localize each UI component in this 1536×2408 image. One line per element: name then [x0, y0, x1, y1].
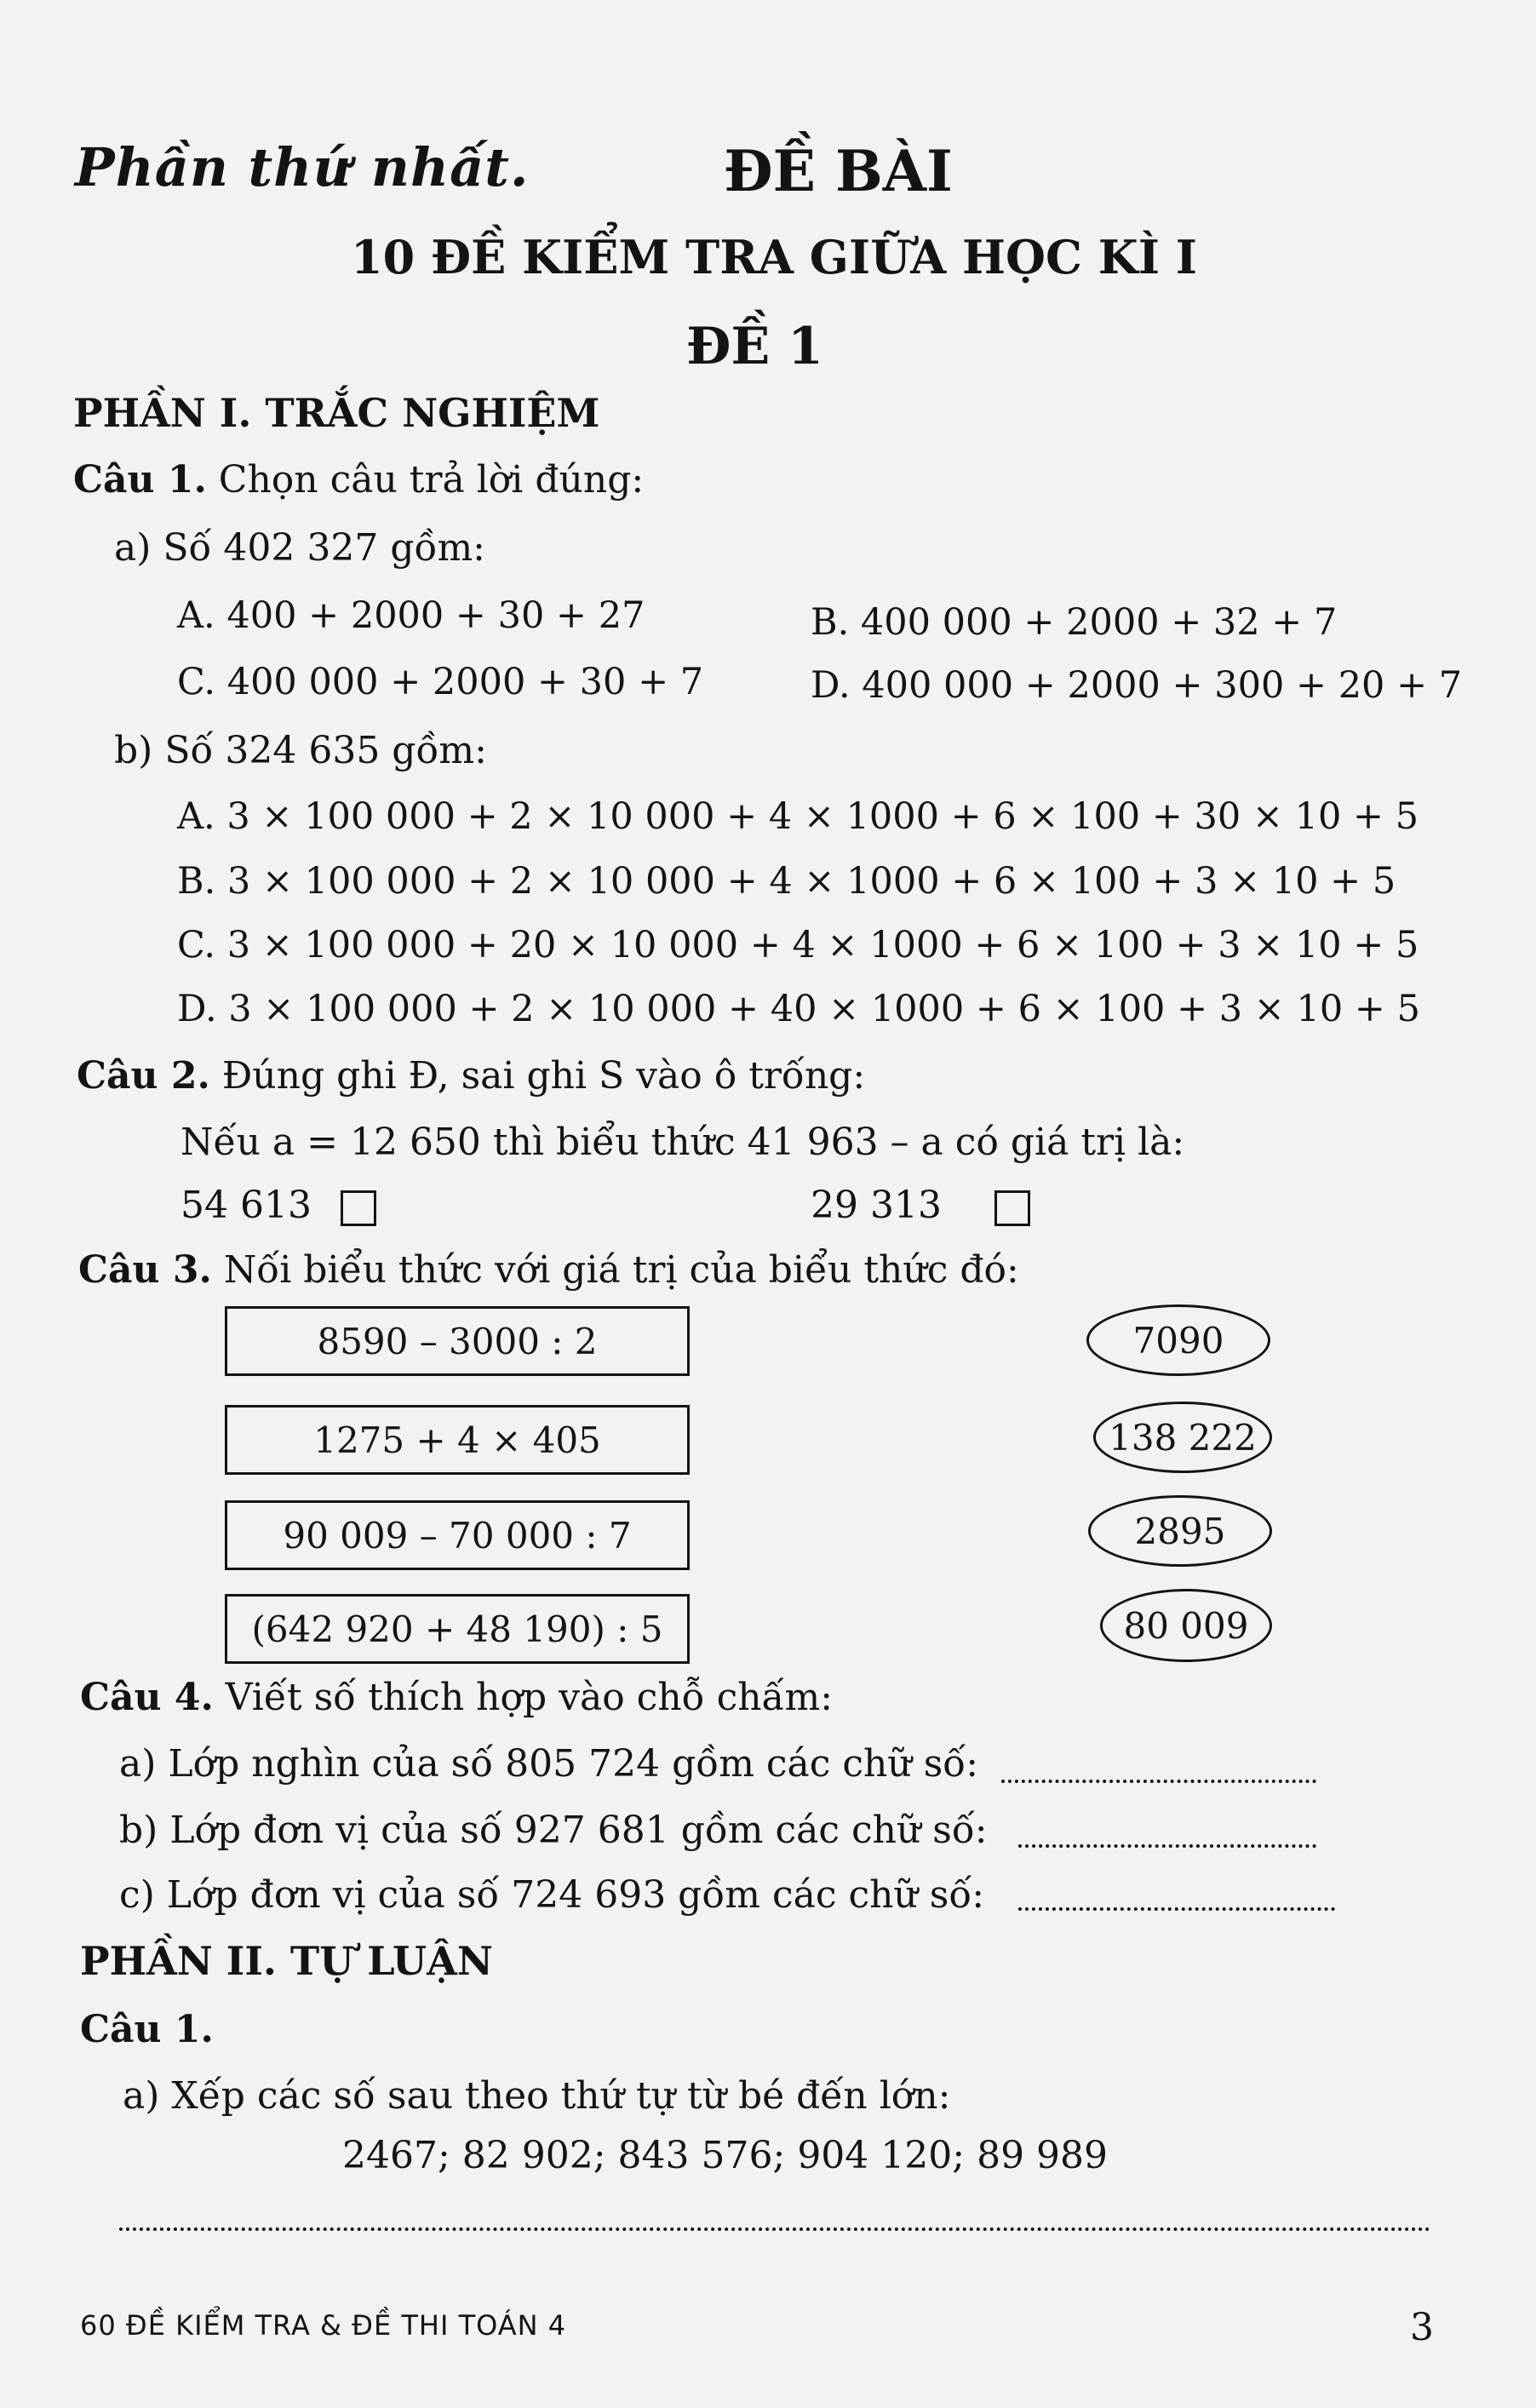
q1b-option-b: B. 3 × 100 000 + 2 × 10 000 + 4 × 1000 + 6 × 100 + 3 × 10 + 5	[177, 860, 1396, 903]
part2-q1-label-text: Câu 1.	[80, 2008, 214, 2051]
q2-answer-box-2[interactable]	[994, 1190, 1030, 1226]
q2-heading	[77, 1054, 865, 1098]
q4-answer-line-c[interactable]	[1018, 1907, 1335, 1911]
q2-choice-2: 29 313	[811, 1184, 942, 1227]
q1-label: Câu 1.	[73, 458, 207, 502]
q3-text: Nối biểu thức với giá trị của biểu thức đó:	[223, 1248, 1019, 1292]
q1a-option-b: B. 400 000 + 2000 + 32 + 7	[811, 601, 1338, 644]
subtitle: 10 ĐỀ KIỂM TRA GIỮA HỌC KÌ I	[351, 230, 1198, 284]
q4-label: Câu 4.	[80, 1676, 214, 1719]
q1b-option-c: C. 3 × 100 000 + 20 × 10 000 + 4 × 1000 + 6 × 100 + 3 × 10 + 5	[177, 924, 1419, 966]
q3-value-4[interactable]: 80 009	[1100, 1589, 1272, 1662]
q1-heading	[73, 458, 644, 502]
q2-answer-box-1[interactable]	[341, 1190, 376, 1226]
q2-choice-1: 54 613	[181, 1184, 312, 1227]
q3-value-3[interactable]: 2895	[1088, 1495, 1272, 1567]
q1b-option-d: D. 3 × 100 000 + 2 × 10 000 + 40 × 1000 + 6 × 100 + 3 × 10 + 5	[177, 988, 1420, 1030]
q2-label: Câu 2.	[77, 1054, 210, 1098]
q1a-option-d: D. 400 000 + 2000 + 300 + 20 + 7	[811, 664, 1463, 707]
footer-book-title: 60 ĐỀ KIỂM TRA & ĐỀ THI TOÁN 4	[80, 2309, 567, 2342]
q1b-prompt: b) Số 324 635 gồm:	[114, 729, 487, 772]
q4-item-b: b) Lớp đơn vị của số 927 681 gồm các chữ số:	[119, 1809, 988, 1852]
q3-expression-3[interactable]: 90 009 – 70 000 : 7	[225, 1500, 690, 1570]
q3-heading	[78, 1248, 1019, 1292]
q4-answer-line-a[interactable]	[1001, 1780, 1316, 1783]
q4-heading	[80, 1676, 833, 1719]
q4-answer-line-b[interactable]	[1018, 1844, 1316, 1848]
part2-q1a-answer-line[interactable]	[119, 2227, 1430, 2231]
q1-text: Chọn câu trả lời đúng:	[218, 458, 645, 502]
part2-q1a-prompt: a) Xếp các số sau theo thứ tự từ bé đến lớn:	[123, 2074, 951, 2118]
q3-expression-4[interactable]: (642 920 + 48 190) : 5	[225, 1594, 690, 1664]
q2-text: Đúng ghi Đ, sai ghi S vào ô trống:	[221, 1054, 866, 1098]
q3-label: Câu 3.	[78, 1248, 212, 1292]
q1a-prompt: a) Số 402 327 gồm:	[114, 526, 486, 570]
q1b-option-a: A. 3 × 100 000 + 2 × 10 000 + 4 × 1000 + 6 × 100 + 30 × 10 + 5	[177, 795, 1419, 838]
page-number: 3	[1410, 2306, 1434, 2349]
q3-expression-2[interactable]: 1275 + 4 × 405	[225, 1405, 690, 1475]
q1a-option-c: C. 400 000 + 2000 + 30 + 7	[177, 661, 704, 703]
q3-expression-1[interactable]: 8590 – 3000 : 2	[225, 1306, 690, 1376]
part1-heading: PHẦN I. TRẮC NGHIỆM	[73, 390, 600, 436]
q4-item-a: a) Lớp nghìn của số 805 724 gồm các chữ số:	[119, 1742, 979, 1786]
part2-heading: PHẦN II. TỰ LUẬN	[80, 1938, 493, 1984]
exam-number: ĐỀ 1	[686, 317, 823, 376]
q3-value-1[interactable]: 7090	[1086, 1304, 1270, 1376]
q3-value-2[interactable]: 138 222	[1093, 1402, 1272, 1473]
q2-statement: Nếu a = 12 650 thì biểu thức 41 963 – a có giá trị là:	[181, 1121, 1185, 1164]
q4-item-c: c) Lớp đơn vị của số 724 693 gồm các chữ số:	[119, 1873, 985, 1917]
part-label: Phần thứ nhất.	[75, 136, 530, 198]
part2-q1a-numbers: 2467; 82 902; 843 576; 904 120; 89 989	[342, 2134, 1109, 2177]
q1a-option-a: A. 400 + 2000 + 30 + 27	[177, 594, 645, 637]
q4-text: Viết số thích hợp vào chỗ chấm:	[225, 1676, 834, 1719]
part2-q1-label	[80, 2008, 214, 2051]
page-title: ĐỀ BÀI	[724, 138, 953, 204]
